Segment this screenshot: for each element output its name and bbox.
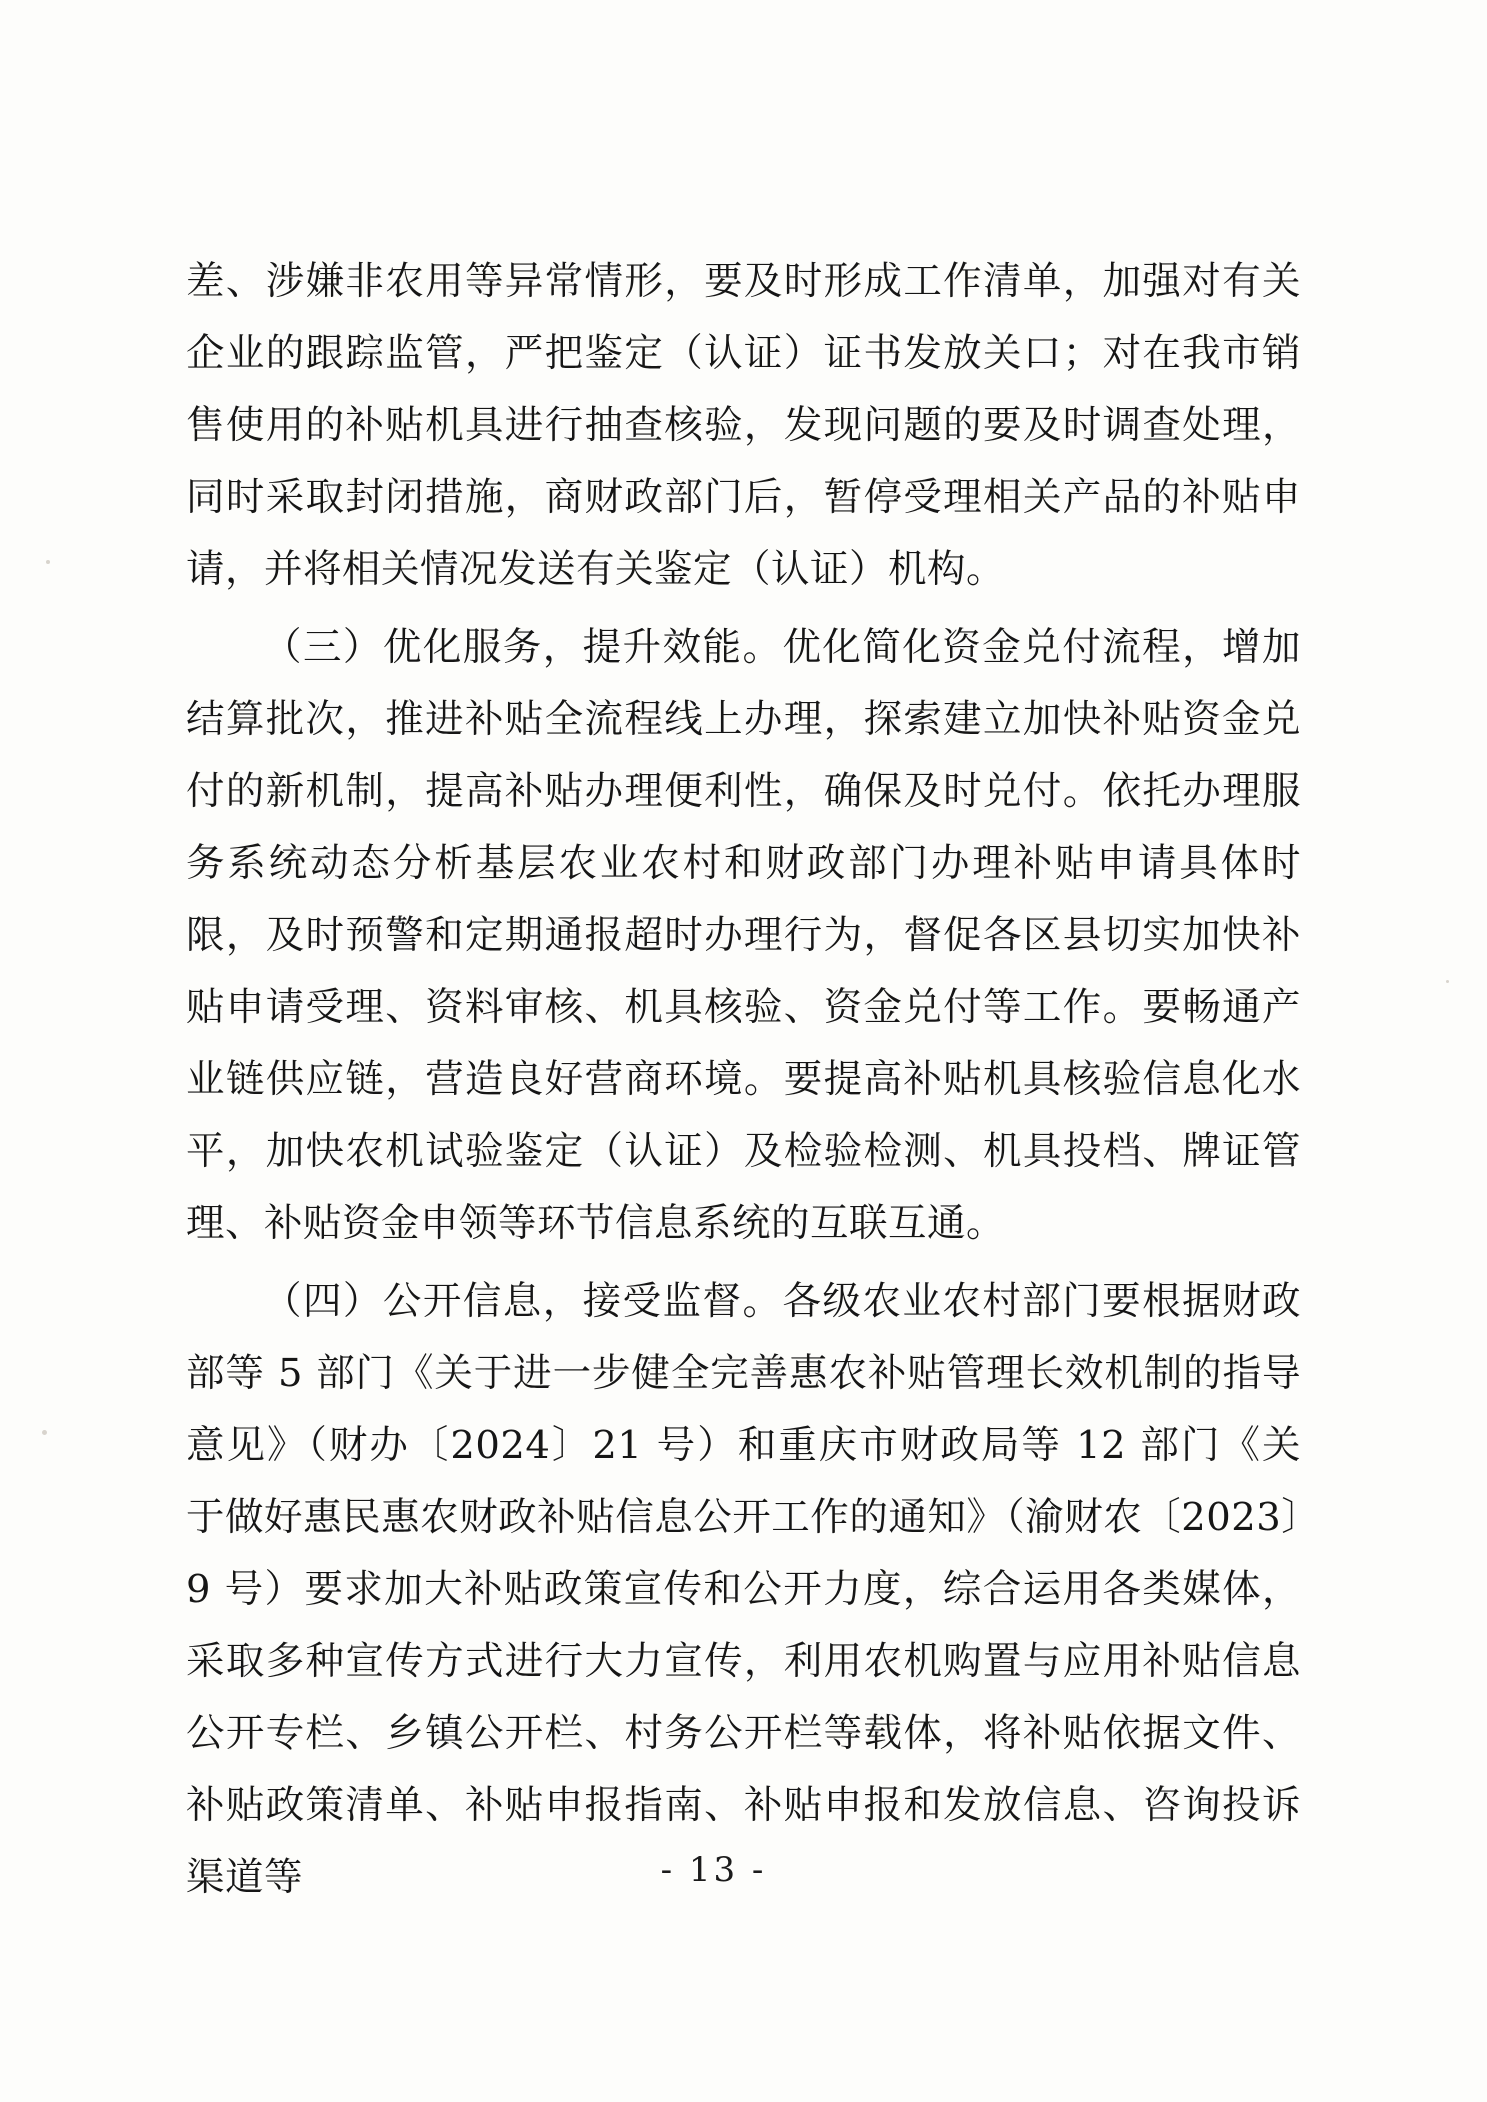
paper-speck-left-upper: [46, 560, 50, 564]
paragraph-section-three: （三）优化服务，提升效能。优化简化资金兑付流程，增加结算批次，推进补贴全流程线上办理，探索建立加快补贴资金兑付的新机制，提高补贴办理便利性，确保及时兑付。依托办理服务系统动态分析基层农业农村和财政部门办理补贴申请具体时限，及时预警和定期通报超时办理行为，督促各区县切实加快补贴申请受理、资料审核、机具核验、资金兑付等工作。要畅通产业链供应链，营造良好营商环境。要提高补贴机具核验信息化水平，加快农机试验鉴定（认证）及检验检测、机具投档、牌证管理、补贴资金申领等环节信息系统的互联互通。: [186, 625, 1301, 1246]
document-body: [186, 246, 1301, 1920]
paragraph-section-four: （四）公开信息，接受监督。各级农业农村部门要根据财政部等 5 部门《关于进一步健全完善惠农补贴管理长效机制的指导意见》（财办〔2024〕21 号）和重庆市财政局等 12 部门《关于做好惠民惠农财政补贴信息公开工作的通知》（渝财农〔2023〕9 号）要求加大补贴政策宣传和公开力度，综合运用各类媒体，采取多种宣传方式进行大力宣传，利用农机购置与应用补贴信息公开专栏、乡镇公开栏、村务公开栏等载体，将补贴依据文件、补贴政策清单、补贴申报指南、补贴申报和发放信息、咨询投诉渠道等: [186, 1279, 1301, 1900]
page-number: - 13 -: [660, 1850, 767, 1890]
paper-speck-right: [1446, 980, 1449, 983]
paragraph-continuation: 差、涉嫌非农用等异常情形，要及时形成工作清单，加强对有关企业的跟踪监管，严把鉴定（认证）证书发放关口；对在我市销售使用的补贴机具进行抽查核验，发现问题的要及时调查处理，同时采取封闭措施，商财政部门后，暂停受理相关产品的补贴申请，并将相关情况发送有关鉴定（认证）机构。: [186, 259, 1301, 592]
paper-speck-left-lower: [42, 1430, 47, 1435]
